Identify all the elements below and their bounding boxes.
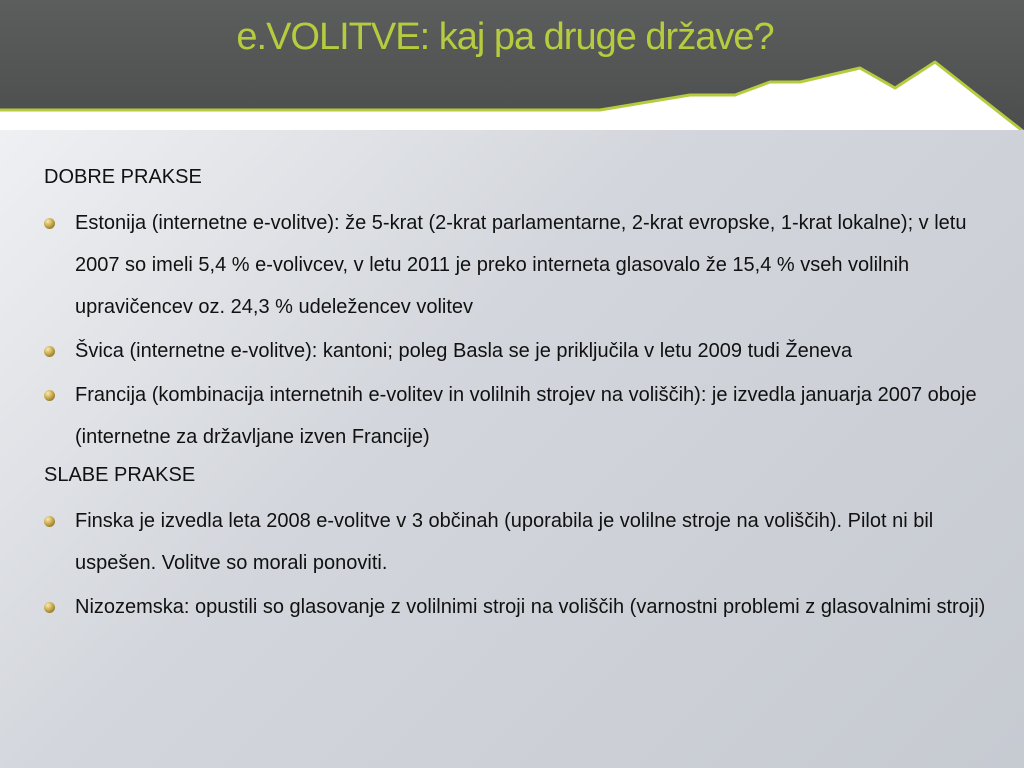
bullet-item bbox=[44, 202, 1004, 328]
section-heading: SLABE PRAKSE bbox=[44, 464, 196, 486]
title-bar bbox=[0, 0, 1024, 130]
bullet-text: Švica (internetne e-volitve): kantoni; poleg Basla se je priključila v letu 2009 tudi Ženeva bbox=[75, 340, 853, 362]
bullet-text: Estonija (internetne e-volitve): že 5-krat (2-krat parlamentarne, 2-krat evropske, 1-krat lokalne); v letu 2007 so imeli 5,4 % e-volivcev, v letu 2011 je preko interneta glasovalo že 15,4 % vseh volilnih upravičencev oz. 24,3 % udeležencev volitev bbox=[75, 212, 967, 318]
bullet-icon bbox=[44, 516, 55, 527]
bullet-item bbox=[44, 330, 1004, 372]
bullet-icon bbox=[44, 602, 55, 613]
bullet-icon bbox=[44, 346, 55, 357]
bullet-item bbox=[44, 500, 1004, 584]
bullet-icon bbox=[44, 390, 55, 401]
slide-title: e.VOLITVE: kaj pa druge države? bbox=[236, 16, 774, 58]
bullet-text: Nizozemska: opustili so glasovanje z volilnimi stroji na voliščih (varnostni problemi z glasovalnimi stroji) bbox=[75, 596, 986, 618]
slide-content bbox=[44, 160, 1004, 628]
bullet-icon bbox=[44, 218, 55, 229]
bullet-item bbox=[44, 374, 1004, 458]
section-heading: DOBRE PRAKSE bbox=[44, 166, 202, 188]
section-bad-practices bbox=[44, 458, 1004, 628]
bullet-item bbox=[44, 586, 1004, 628]
bullet-text: Francija (kombinacija internetnih e-volitev in volilnih strojev na voliščih): je izvedla januarja 2007 oboje (internetne za državljane izven Francije) bbox=[75, 384, 977, 448]
bullet-text: Finska je izvedla leta 2008 e-volitve v 3 občinah (uporabila je volilne stroje na voliščih). Pilot ni bil uspešen. Volitve so morali ponoviti. bbox=[75, 510, 934, 574]
section-good-practices bbox=[44, 160, 1004, 458]
mountain-shape bbox=[0, 62, 1024, 130]
